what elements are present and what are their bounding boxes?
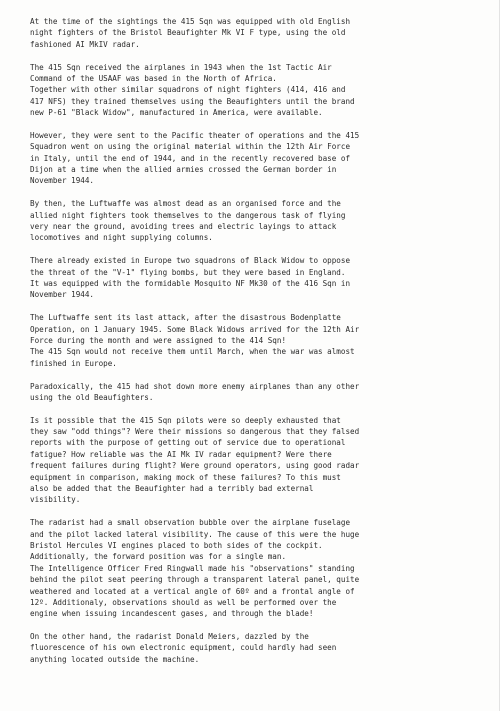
paragraph-1 bbox=[30, 16, 489, 50]
text-line: The radarist had a small observation bubble over the airplane fuselage bbox=[30, 518, 351, 528]
text-line: new P-61 "Black Widow", manufactured in America, were available. bbox=[30, 108, 323, 118]
text-line: At the time of the sightings the 415 Sqn was equipped with old English bbox=[30, 17, 351, 26]
text-line: However, they were sent to the Pacific theater of operations and the 415 bbox=[30, 130, 360, 140]
text-line: Dijon at a time when the allied armies crossed the German border in bbox=[30, 165, 337, 175]
paragraph-7 bbox=[30, 381, 489, 404]
paragraph-5 bbox=[30, 255, 489, 301]
text-line: in Italy, until the end of 1944, and in the recently recovered base of bbox=[30, 153, 351, 163]
text-line: Additionally, the forward position was for a single man. bbox=[30, 552, 287, 562]
text-line: finished in Europe. bbox=[30, 358, 117, 368]
text-line: It was equipped with the formidable Mosquito NF Mk30 of the 416 Sqn in bbox=[30, 278, 351, 288]
text-line: fluorescence of his own electronic equipment, could hardly had seen bbox=[30, 643, 337, 653]
paragraph-2 bbox=[30, 62, 489, 119]
text-line: very near the ground, avoiding trees and electric layings to attack bbox=[30, 222, 337, 232]
text-line: Command of the USAAF was based in the North of Africa. bbox=[30, 73, 277, 83]
text-line: By then, the Luftwaffe was almost dead as an organised force and the bbox=[30, 199, 341, 209]
text-line: frequent failures during flight? Were ground operators, using good radar bbox=[30, 461, 360, 471]
text-line: Operation, on 1 January 1945. Some Black Widows arrived for the 12th Air bbox=[30, 324, 360, 334]
paragraph-6 bbox=[30, 312, 489, 369]
text-line: Bristol Hercules VI engines placed to both sides of the cockpit. bbox=[30, 540, 323, 550]
text-line: Force during the month and were assigned to the 414 Sqn! bbox=[30, 335, 287, 345]
text-line: The 415 Sqn would not receive them until March, when the war was almost bbox=[30, 347, 355, 357]
paragraph-8 bbox=[30, 415, 489, 506]
text-line: allied night fighters took themselves to the dangerous task of flying bbox=[30, 210, 346, 220]
text-line: also be added that the Beaufighter had a terribly bad external bbox=[30, 484, 314, 494]
paragraph-10 bbox=[30, 631, 489, 665]
text-line: There already existed in Europe two squadrons of Black Widow to oppose bbox=[30, 256, 351, 266]
text-line: and the pilot lacked lateral visibility. The cause of this were the huge bbox=[30, 529, 360, 539]
text-line: The Intelligence Officer Fred Ringwall made his "observations" standing bbox=[30, 563, 355, 573]
text-line: the threat of the "V-1" flying bombs, but they were based in England. bbox=[30, 267, 346, 277]
text-line: November 1944. bbox=[30, 290, 95, 300]
text-line: 12º. Additionaly, observations should as well be performed over the bbox=[30, 597, 337, 607]
paragraph-4 bbox=[30, 198, 489, 244]
text-line: fatigue? How reliable was the AI Mk IV radar equipment? Were there bbox=[30, 449, 332, 459]
text-line: fashioned AI MkIV radar. bbox=[30, 39, 140, 49]
text-line: Together with other similar squadrons of night fighters (414, 416 and bbox=[30, 85, 346, 95]
text-line: night fighters of the Bristol Beaufighter Mk VI F type, using the old bbox=[30, 28, 346, 38]
text-line: engine when issuing incandescent gases, and through the blade! bbox=[30, 609, 314, 619]
text-line: anything located outside the machine. bbox=[30, 654, 200, 664]
text-line: behind the pilot seat peering through a transparent lateral panel, quite bbox=[30, 575, 360, 585]
text-line: locomotives and night supplying columns. bbox=[30, 233, 213, 243]
text-line: equipment in comparison, making mock of these failures? To this must bbox=[30, 472, 341, 482]
text-line: The 415 Sqn received the airplanes in 1943 when the 1st Tactic Air bbox=[30, 62, 332, 72]
text-line: On the other hand, the radarist Donald Meiers, dazzled by the bbox=[30, 632, 309, 642]
text-line: 417 NFS) they trained themselves using the Beaufighters until the brand bbox=[30, 96, 355, 106]
text-line: November 1944. bbox=[30, 176, 95, 186]
text-line: reports with the purpose of getting out of service due to operational bbox=[30, 438, 346, 448]
text-line: Paradoxically, the 415 had shot down more enemy airplanes than any other bbox=[30, 381, 360, 391]
text-line: Is it possible that the 415 Sqn pilots were so deeply exhausted that bbox=[30, 415, 341, 425]
paragraph-3 bbox=[30, 130, 489, 187]
text-line: weathered and located at a vertical angle of 60º and a frontal angle of bbox=[30, 586, 355, 596]
text-line: visibility. bbox=[30, 495, 81, 505]
text-line: The Luftwaffe sent its last attack, after the disastrous Bodenplatte bbox=[30, 313, 341, 323]
text-line: they saw "odd things"? Were their missions so dangerous that they falsed bbox=[30, 427, 360, 437]
text-line: using the old Beaufighters. bbox=[30, 392, 154, 402]
text-line: Squadron went on using the original material within the 12th Air Force bbox=[30, 142, 351, 152]
paragraph-9 bbox=[30, 517, 489, 620]
